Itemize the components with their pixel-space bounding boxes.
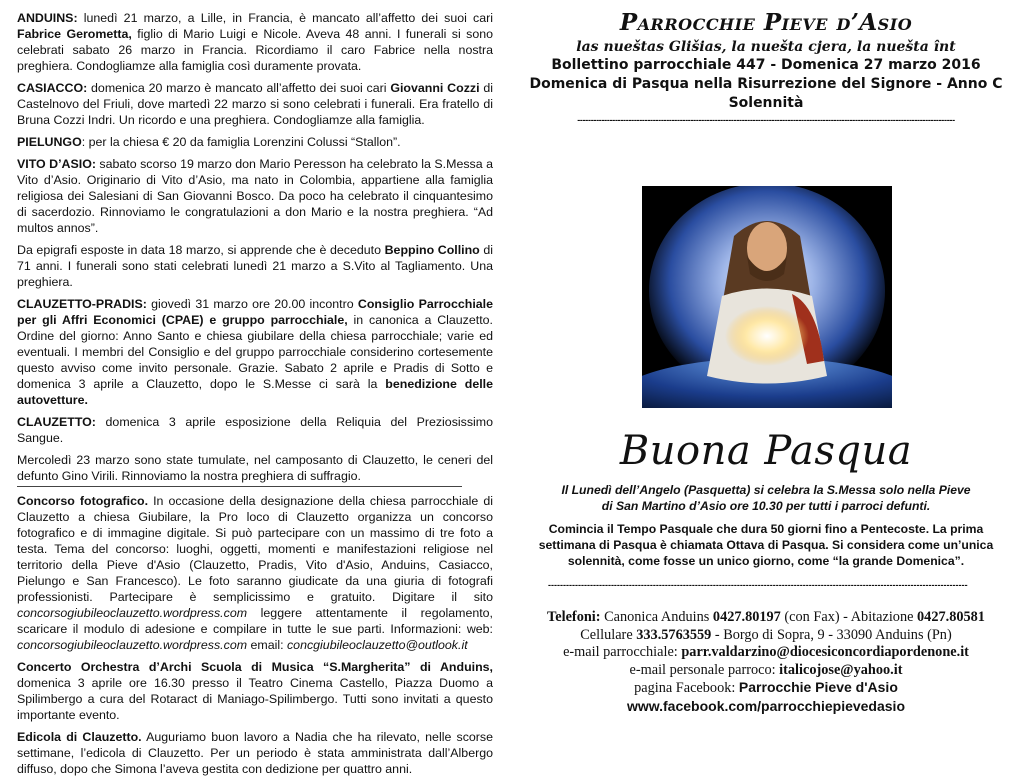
paragraph-pielungo: PIELUNGO: per la chiesa € 20 da famiglia Lorenzini Colussi “Stallon”. <box>17 135 401 149</box>
buona-pasqua-heading: Buona Pasqua <box>619 428 913 474</box>
paragraph-epigrafi: Da epigrafi esposte in data 18 marzo, si apprende che è deceduto Beppino Collino di 71 anni. I funerali sono stati celebrati lunedì 21 marzo a S.Vito al Tagliamento. Una preghiera. <box>17 243 493 289</box>
page-title: Parrocchie Pieve d’Asio <box>619 9 913 36</box>
phone-line: Telefoni: Canonica Anduins 0427.80197 (con Fax) - Abitazione 0427.80581 <box>547 609 985 625</box>
facebook-url[interactable]: www.facebook.com/parrocchiepievedasio <box>626 697 906 714</box>
paragraph-vito: VITO D’ASIO: sabato scorso 19 marzo don Mario Peresson ha celebrato la S.Messa a Vito d’Asio. Originario di Vito d’Asio, ma nato in Colombia, appartiene alla famiglia religiosa dei Salesiani di San Giovanni Bosco. Da poco ha celebrato il cinquantesimo di sacerdozio. Rinnoviamo le congratulazioni a don Mario e la nostra preghiera. “Ad multos annos”. <box>17 157 493 235</box>
dashed-divider: -------------------------------------------------------------------------------------------------------------------------------------------- <box>577 115 955 125</box>
paragraph-concerto: Concerto Orchestra d’Archi Scuola di Musica “S.Margherita” di Anduins, domenica 3 aprile ore 16.30 presso il Teatro Cinema Castello, Piazza Duomo a Spilimbergo a cura del Rotaract di Maniago-Spilimbergo. Tutti sono invitati a questo importante evento. <box>17 660 493 722</box>
label-anduins: ANDUINS: <box>17 11 78 25</box>
bollettino-line: Bollettino parrocchiale 447 - Domenica 27 marzo 2016 <box>551 57 981 73</box>
subtitle: las nueštas Glišias, la nuešta cjera, la nuešta înt <box>576 39 956 55</box>
paragraph-anduins: ANDUINS: lunedì 21 marzo, a Lille, in Francia, è mancato all’affetto dei suoi cari Fabrice Gerometta, figlio di Mario Luigi e Nicole. Aveva 48 anni. I funerali si sono celebrati sabato 26 marzo in Francia. Ricordiamo il caro Fabrice nella nostra preghiera. Condogliamze alla famiglia così duramente provata. <box>17 11 493 73</box>
concorso-url-2[interactable]: concorsogiubileoclauzetto.wordpress.com <box>17 638 248 652</box>
tempo-pasquale-notice: Comincia il Tempo Pasquale che dura 50 giorni fino a Pentecoste. La prima settimana di Pasqua è chiamata Ottava di Pasqua. Si considera come un’unica solennità, come fosse un unico giorno, come “la grande Domenica”. <box>538 522 994 568</box>
facebook-line: pagina Facebook: Parrocchie Pieve d'Asio <box>634 679 898 696</box>
concorso-url[interactable]: concorsogiubileoclauzetto.wordpress.com <box>17 606 248 620</box>
contact-block <box>528 609 1004 715</box>
cell-line: Cellulare 333.5763559 - Borgo di Sopra, 9 - 33090 Anduins (Pn) <box>580 626 952 643</box>
divider <box>17 486 462 487</box>
left-column <box>17 10 493 783</box>
paragraph-clauzetto: CLAUZETTO: domenica 3 aprile esposizione della Reliquia del Preziosissimo Sangue. <box>17 415 493 445</box>
concorso-email[interactable]: concgiubileoclauzetto@outlook.it <box>286 638 468 652</box>
email-parish-line: e-mail parrocchiale: parr.valdarzino@diocesiconcordiapordenone.it <box>563 644 969 660</box>
paragraph-edicola: Edicola di Clauzetto. Auguriamo buon lavoro a Nadia che ha rilevato, nelle scorse settimane, l’edicola di Clauzetto. Per un periodo è stata amministrata dall’Albergo diffuso, dopo che Simona l’aveva gestita con dedizione per quattro anni. <box>17 730 494 776</box>
domenica-line: Domenica di Pasqua nella Risurrezione del Signore - Anno C <box>529 76 1003 92</box>
paragraph-concorso: Concorso fotografico. In occasione della designazione della chiesa parrocchiale di Clauzetto a chiesa Giubilare, la Pro loco di Clauzetto organizza un concorso fotografico e di immagine digitale. Si può partecipare con un massimo di tre foto a testa. Tema del concorso: luoghi, oggetti, momenti e manifestazioni religiose nel territorio della Pieve d'Asio (Clauzetto, Pradis, Vito d'Asio, Anduins, Casiacco, Pielungo e San Francesco). Le foto saranno giudicate da una giuria di fotografi professionisti. Partecipare è semplicissimo e gratuito. Digitare il sito concorsogiubileoclauzetto.wordpress.com leggere attentamente il regolamento, scaricare il modulo di adesione e compilare in tutte le sue parti. Informazioni: web: concorsogiubileoclauzetto.wordpress.com email: concgiubileoclauzetto@outlook.it <box>17 494 493 652</box>
paragraph-mercoledi: Mercoledì 23 marzo sono state tumulate, nel camposanto di Clauzetto, le ceneri del defunto Gino Virili. Rinnoviamo la nostra preghiera di suffragio. <box>17 453 493 483</box>
dashed-divider-2: -------------------------------------------------------------------------------------------------------------------------------------------- <box>548 580 968 590</box>
email-priest-line: e-mail personale parroco: italicojose@yahoo.it <box>629 661 903 678</box>
pasquetta-notice: Il Lunedì dell’Angelo (Pasquetta) si celebra la S.Messa solo nella Pieve di San Martino d’Asio ore 10.30 per tutti i parroci defunti. <box>561 483 971 513</box>
paragraph-clauzetto-pradis: CLAUZETTO-PRADIS: giovedì 31 marzo ore 20.00 incontro Consiglio Parrocchiale per gli Affri Economici (CPAE) e gruppo parrocchiale, in canonica a Clauzetto. Ordine del giorno: Anno Santo e chiesa giubilare della chiesa parrocchiale; varie ed eventuali. I membri del Consiglio e del gruppo parrocchiale considerino cortesemente questo avviso come invito personale. Grazie. Sabato 2 aprile e Pradis di Sotto e domenica 3 aprile a Clauzetto, dopo le S.Messe ci sarà la benedizione delle autovetture. <box>17 297 494 407</box>
masthead <box>528 10 1004 125</box>
jesus-image <box>642 186 892 408</box>
solennita-line: Solennità <box>728 95 804 111</box>
paragraph-casiacco: CASIACCO: domenica 20 marzo è mancato all’affetto dei suoi cari Giovanni Cozzi di Castelnovo del Friuli, dove martedì 22 marzo si sono celebrati i funerali. Era fratello di Bruna Cozzi Indri. Un ricordo e una preghiera. Condogliamze alla famiglia. <box>17 81 493 127</box>
